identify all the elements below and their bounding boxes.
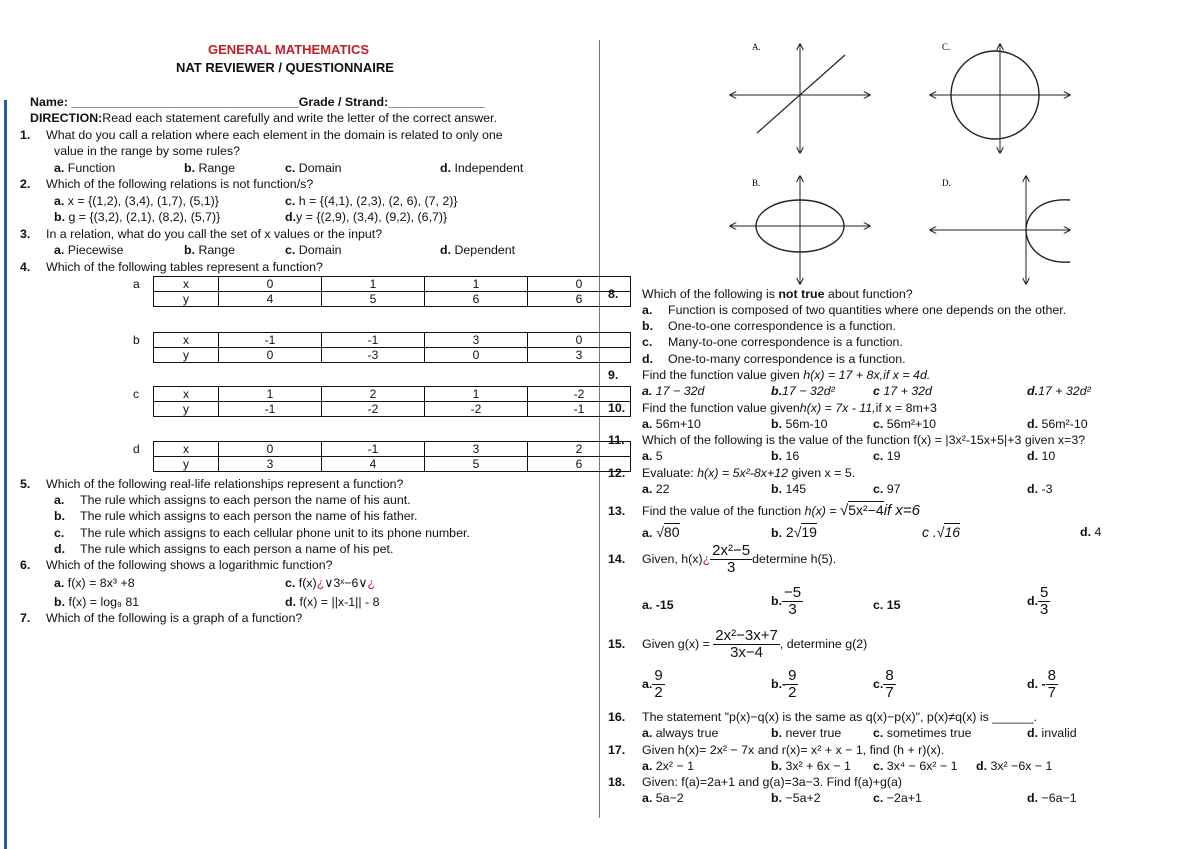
question-4: 4. Which of the following tables represent a function? (20, 260, 323, 274)
q12-choice-d: d. -3 (1027, 482, 1053, 496)
q17-choice-b: b. 3x² + 6x − 1 (771, 759, 851, 773)
q3-choice-c: c. Domain (285, 243, 342, 257)
q2-choice-b: b. g = {(3,2), (2,1), (8,2), (5,7)} (54, 210, 221, 224)
graph-a (730, 42, 870, 153)
q18-choice-b: b. −5a+2 (771, 791, 821, 805)
q17-choice-d: d. 3x² −6x − 1 (976, 759, 1053, 773)
q6-choice-d: d. f(x) = ||x-1|| - 8 (285, 595, 380, 609)
table-cell: y (154, 292, 219, 307)
table-row (154, 442, 631, 457)
table-cell: -1 (219, 333, 322, 348)
table-cell: 1 (219, 387, 322, 402)
table-cell: 0 (219, 277, 322, 292)
q12-choice-b: b. 145 (771, 482, 807, 496)
table-row (154, 348, 631, 363)
table-cell: -1 (219, 402, 322, 417)
table-cell: 3 (425, 442, 528, 457)
q6-choice-b: b. f(x) = log₉ 81 (54, 595, 140, 609)
q5-choice-c: c. The rule which assigns to each cellular phone unit to its phone number. (54, 526, 470, 540)
function-table-c (153, 386, 631, 417)
q9-choice-b: b.17 − 32d² (771, 384, 835, 398)
table-cell: -1 (322, 442, 425, 457)
table-cell: 3 (528, 348, 631, 363)
question-10: 10. Find the function value givenh(x) = 7x - 11,if x = 8m+3 (608, 401, 937, 415)
q11-choice-b: b. 16 (771, 449, 800, 463)
q18-choice-a: a. 5a−2 (642, 791, 684, 805)
table-cell: x (154, 387, 219, 402)
question-8: 8. Which of the following is not true about function? (608, 287, 913, 301)
q1-choice-b: b. Range (184, 161, 235, 175)
table-cell: 4 (322, 457, 425, 472)
name-grade-line (30, 94, 485, 110)
q8-choice-a: a. Function is composed of two quantities where one depends on the other. (642, 303, 1067, 317)
q15-choice-a: a. $\frac{9}{2}$ (642, 667, 663, 701)
graph-a-label: A. (752, 42, 761, 52)
q16-choice-d: d. invalid (1027, 726, 1077, 740)
q13-choice-a: a. √80 (642, 524, 680, 540)
q5-choice-b: b. The rule which assigns to each person the name of his father. (54, 509, 418, 523)
table-cell: -2 (425, 402, 528, 417)
graph-b-label: B. (752, 178, 761, 188)
left-margin-bar (4, 100, 7, 849)
table-cell: 1 (425, 277, 528, 292)
table-cell: x (154, 277, 219, 292)
q18-choice-c: c. −2a+1 (873, 791, 922, 805)
q13-choice-b: b. 2√19 (771, 524, 817, 540)
q14-choice-d: d. $\frac{5}{3}$ (1027, 584, 1049, 618)
table-row (154, 387, 631, 402)
question-9: 9. Find the function value given h(x) = 17 + 8x,if x = 4d. (608, 368, 931, 382)
table-cell: x (154, 333, 219, 348)
q15-choice-d: d. - $\frac{8}{7}$ (1027, 667, 1056, 701)
q9-choice-a: a. 17 − 32d (642, 384, 705, 398)
table-c-label: c (133, 387, 139, 401)
q3-choice-b: b. Range (184, 243, 235, 257)
q16-choice-a: a. always true (642, 726, 719, 740)
graph-d (930, 176, 1070, 284)
page-subtitle: NAT REVIEWER / QUESTIONNAIRE (176, 60, 394, 75)
q3-choice-d: d. Dependent (440, 243, 516, 257)
table-row (154, 333, 631, 348)
table-d-label: d (133, 442, 140, 456)
graph-d-curve (1026, 200, 1070, 262)
table-b-label: b (133, 333, 140, 347)
q14-choice-b: b. $\frac{-5}{3}$ (771, 584, 802, 618)
q18-choice-d: d. −6a−1 (1027, 791, 1077, 805)
table-cell: y (154, 457, 219, 472)
q17-choice-a: a. 2x² − 1 (642, 759, 695, 773)
table-cell: 1 (322, 277, 425, 292)
q10-choice-c: c. 56m²+10 (873, 417, 937, 431)
question-12: 12. Evaluate: h(x) = 5x²-8x+12 given x = 5. (608, 466, 856, 480)
table-cell: 0 (528, 333, 631, 348)
q8-choice-b: b. One-to-one correspondence is a function. (642, 319, 896, 333)
graph-b (730, 176, 870, 284)
q5-choice-a: a. The rule which assigns to each person the name of his aunt. (54, 493, 411, 507)
table-cell: 3 (219, 457, 322, 472)
question-13: 13. Find the value of the function h(x) = √5x²−4if x=6 (608, 502, 920, 519)
table-cell: -2 (528, 387, 631, 402)
q8-choice-d: d. One-to-many correspondence is a function. (642, 352, 906, 366)
table-row (154, 292, 631, 307)
table-a-label: a (133, 277, 140, 291)
question-15: 15. Given g(x) = $\frac{\text{2x²−3x+7}}{3x-4}$ , determine g(2) (608, 627, 868, 661)
q6-choice-c: c. f(x)¿∨3ˣ−6∨¿ (285, 576, 376, 590)
q13-choice-d: d. 4 (1080, 525, 1102, 539)
question-1: 1. What do you call a relation where each element in the domain is related to only one (20, 128, 503, 142)
page-title: GENERAL MATHEMATICS (208, 42, 370, 57)
function-table-d (153, 441, 631, 472)
q2-choice-a: a. x = {(1,2), (3,4), (1,7), (5,1)} (54, 194, 219, 208)
table-cell: 2 (528, 442, 631, 457)
q2-choice-d: d.y = {(2,9), (3,4), (9,2), (6,7)} (285, 210, 448, 224)
table-row (154, 457, 631, 472)
table-cell: y (154, 348, 219, 363)
q15-choice-b: b.- $\frac{9}{2}$ (771, 667, 797, 701)
grade-blank[interactable]: ______________ (388, 95, 485, 109)
graph-d-label: D. (942, 178, 951, 188)
q14-choice-a: a. -15 (642, 598, 674, 612)
q13-choice-c: c .√16 (922, 524, 961, 540)
q11-choice-a: a. 5 (642, 449, 663, 463)
graph-c (930, 42, 1070, 153)
q9-choice-d: d.17 + 32d² (1027, 384, 1091, 398)
question-16: 16. The statement "p(x)−q(x) is the same as q(x)−p(x)", p(x)≠q(x) is ______. (608, 710, 1038, 724)
table-cell: 0 (528, 277, 631, 292)
question-18: 18. Given: f(a)=2a+1 and g(a)=3a−3. Find f(a)+g(a) (608, 775, 903, 789)
name-label: Name: (30, 95, 72, 109)
table-cell: 6 (528, 292, 631, 307)
graph-a-line (757, 55, 845, 133)
q1-choice-a: a. Function (54, 161, 116, 175)
table-cell: 5 (425, 457, 528, 472)
question-3: 3. In a relation, what do you call the set of x values or the input? (20, 227, 383, 241)
q1-choice-c: c. Domain (285, 161, 342, 175)
q11-choice-c: c. 19 (873, 449, 901, 463)
table-cell: 0 (425, 348, 528, 363)
question-6: 6. Which of the following shows a logarithmic function? (20, 558, 333, 572)
table-cell: 0 (219, 348, 322, 363)
q16-choice-b: b. never true (771, 726, 842, 740)
table-cell: 5 (322, 292, 425, 307)
table-cell: 2 (322, 387, 425, 402)
table-cell: 3 (425, 333, 528, 348)
q16-choice-c: c. sometimes true (873, 726, 972, 740)
q5-choice-d: d. The rule which assigns to each person a name of his pet. (54, 542, 394, 556)
table-cell: x (154, 442, 219, 457)
q2-choice-c: c. h = {(4,1), (2,3), (2, 6), (7, 2)} (285, 194, 458, 208)
table-row (154, 277, 631, 292)
table-cell: 1 (425, 387, 528, 402)
question-2: 2. Which of the following relations is not function/s? (20, 177, 314, 191)
question-11: 11. Which of the following is the value of the function f(x) = |3x²-15x+5|+3 given x=3? (608, 433, 1086, 447)
q6-choice-a: a. f(x) = 8x³ +8 (54, 576, 135, 590)
name-blank[interactable]: _________________________________ (71, 95, 299, 109)
table-cell: 0 (219, 442, 322, 457)
q17-choice-c: c. 3x⁴ − 6x² − 1 (873, 759, 958, 773)
table-cell: -3 (322, 348, 425, 363)
q7-graphs (720, 38, 1200, 288)
column-divider (599, 40, 600, 818)
question-1-line2: value in the range by some rules? (54, 144, 240, 158)
q15-choice-c: c. $\frac{8}{7}$ (873, 667, 894, 701)
table-cell: 6 (528, 457, 631, 472)
q12-choice-c: c. 97 (873, 482, 901, 496)
q1-choice-d: d. Independent (440, 161, 524, 175)
table-cell: -2 (322, 402, 425, 417)
q14-choice-c: c. 15 (873, 598, 901, 612)
function-table-a (153, 276, 631, 307)
q9-choice-c: c 17 + 32d (873, 384, 932, 398)
graph-c-label: C. (942, 42, 951, 52)
q3-choice-a: a. Piecewise (54, 243, 124, 257)
q10-choice-b: b. 56m-10 (771, 417, 828, 431)
question-14: 14. Given, h(x)¿ $\frac{\text{2x²−5}}{3}$ determine h(5). (608, 542, 837, 576)
q10-choice-a: a. 56m+10 (642, 417, 701, 431)
table-cell: 4 (219, 292, 322, 307)
q8-choice-c: c. Many-to-one correspondence is a function. (642, 335, 903, 349)
table-row (154, 402, 631, 417)
table-cell: 6 (425, 292, 528, 307)
table-cell: y (154, 402, 219, 417)
q11-choice-d: d. 10 (1027, 449, 1056, 463)
question-5: 5. Which of the following real-life relationships represent a function? (20, 477, 404, 491)
function-table-b (153, 332, 631, 363)
table-cell: -1 (322, 333, 425, 348)
table-cell: -1 (528, 402, 631, 417)
q12-choice-a: a. 22 (642, 482, 670, 496)
question-7: 7. Which of the following is a graph of a function? (20, 611, 303, 625)
direction: DIRECTION:Read each statement carefully and write the letter of the correct answer. (30, 111, 497, 125)
question-17: 17. Given h(x)= 2x² − 7x and r(x)= x² + x − 1, find (h + r)(x). (608, 743, 945, 757)
grade-label: Grade / Strand: (298, 95, 389, 109)
q10-choice-d: d. 56m²-10 (1027, 417, 1088, 431)
